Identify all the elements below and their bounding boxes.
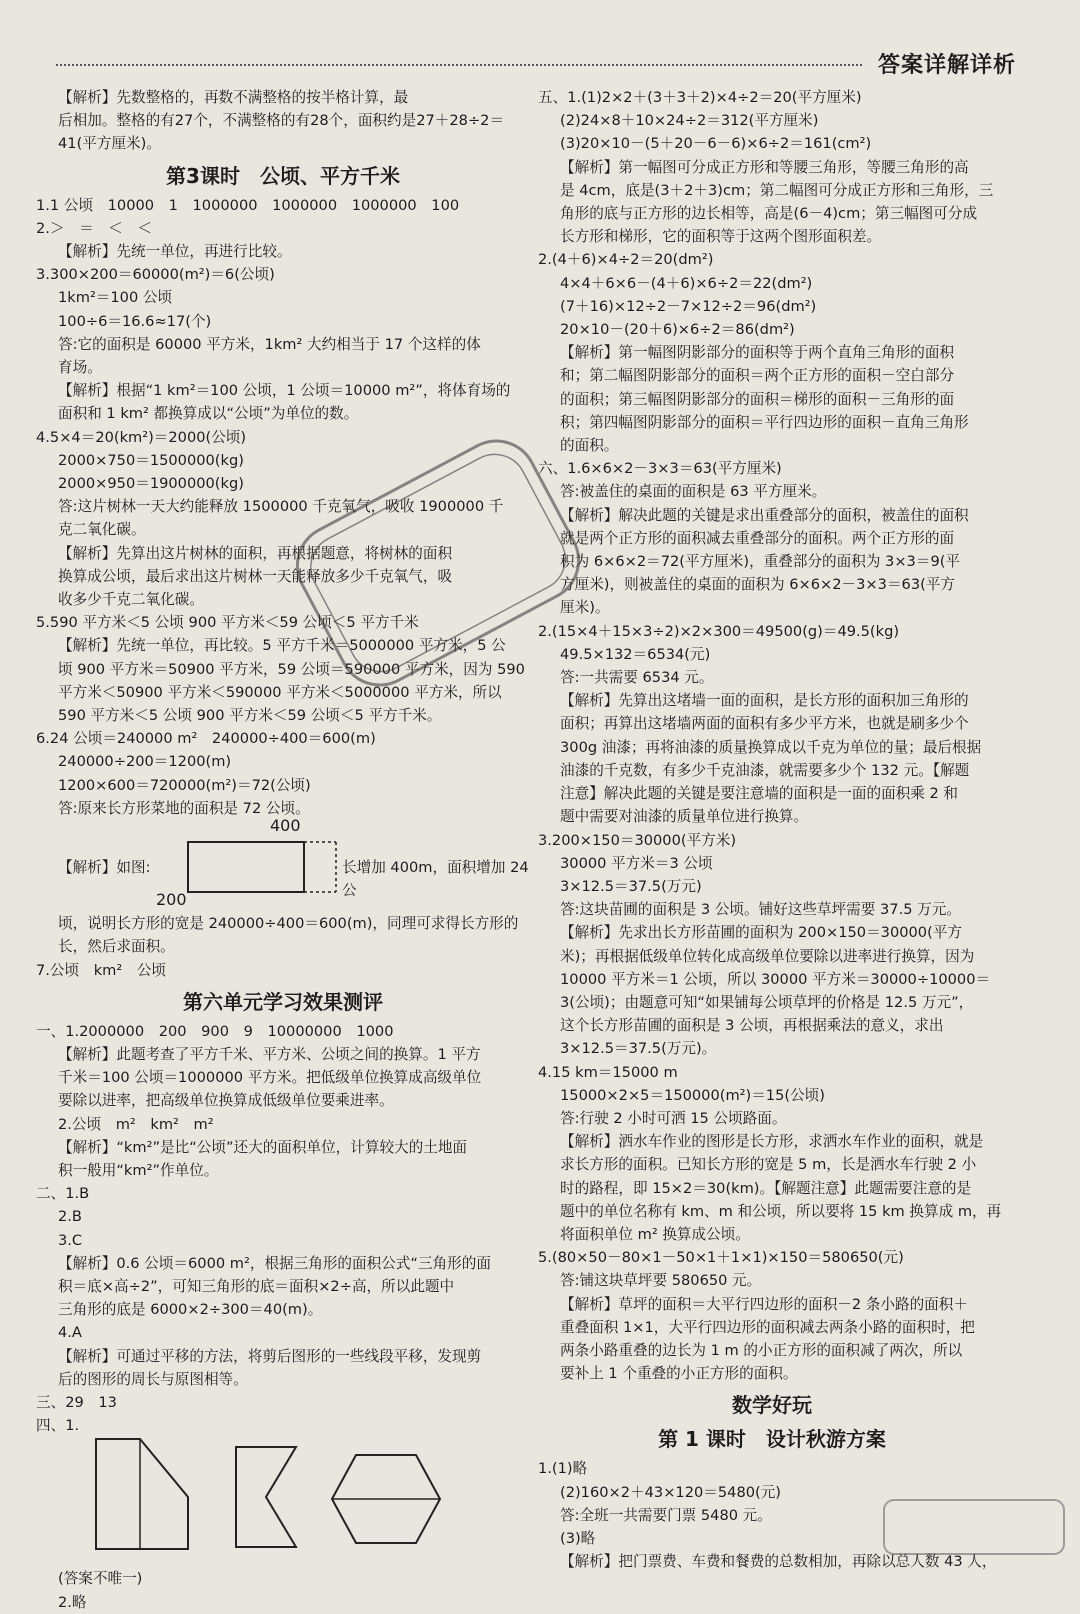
analysis-line: 换算成公顷，最后求出这片树林一天能释放多少千克氧气，吸 [58,567,453,585]
answer-line: 5.590 平方米＜5 公顷 900 平方米＜59 公顷＜5 平方千米 [36,614,419,632]
answer-line: 10000 平方米＝1 公顷，所以 30000 平方米＝30000÷10000＝ [560,970,991,988]
analysis-line: 【解析】第一幅图阴影部分的面积等于两个直角三角形的面积 [560,344,955,362]
answer-line: 1km²＝100 公顷 [58,289,173,307]
answer-line: 4.15 km＝15000 m [538,1063,678,1081]
answer-line: 1200×600＝720000(m²)＝72(公顷) [58,776,311,794]
answer-line: 油漆的千克数，有多少千克油漆，就需要多少个 132 元。【解题 [560,761,970,779]
answer-line: 3×12.5＝37.5(万元)。 [560,1040,717,1058]
analysis-line: 【解析】先算出这片树林的面积，再根据题意，将树林的面积 [58,544,453,562]
section-title-autumn-trip: 第 1 课时 设计秋游方案 [658,1427,886,1452]
answer-line: 4.A [58,1324,82,1342]
answer-line: 求长方形的面积。已知长方形的宽是 5 m，长是洒水车行驶 2 小 [560,1156,977,1174]
analysis-line: 【解析】草坪的面积＝大平行四边形的面积－2 条小路的面积＋ [560,1295,968,1313]
answer-line: 育场。 [58,359,102,377]
answer-line: 5.(80×50－80×1－50×1＋1×1)×150＝580650(元) [538,1249,904,1267]
answer-line: 3×12.5＝37.5(万元) [560,877,702,895]
analysis-line: 千米＝100 公顷＝1000000 平方米。把低级单位换算成高级单位 [58,1069,482,1087]
figure-left-label: 200 [156,890,187,910]
text-line: 41(平方厘米)。 [58,135,161,153]
analysis-line: 【解析】“km²”是比“公顷”还大的面积单位，计算较大的土地面 [58,1138,468,1156]
analysis-line: 顷，说明长方形的宽是 240000÷400＝600(m)，同理可求得长方形的 [58,915,519,933]
left-column [36,86,530,1614]
answer-line: 积；第四幅图阴影部分的面积＝平行四边形的面积－直角三角形 [560,413,969,431]
analysis-line: 【解析】先统一单位，再比较。5 平方千米＝5000000 平方米，5 公 [58,637,506,655]
answer-line: 2000×950＝1900000(kg) [58,475,244,493]
answer-line: 30000 平方米＝3 公顷 [560,854,713,872]
analysis-line: 590 平方米＜5 公顷 900 平方米＜59 公顷＜5 平方千米。 [58,707,442,725]
page-header-title: 答案详解详析 [877,53,1016,78]
answer-line: 300g 油漆；再将油漆的质量换算成以千克为单位的量；最后根据 [560,738,982,756]
analysis-line: 面积和 1 km² 都换算成以“公顷”为单位的数。 [58,405,359,423]
figure-top-label: 400 [270,816,301,836]
answer-line: 题中的单位名称有 km、m 和公顷，所以要将 15 km 换算成 m，再 [560,1202,1002,1220]
analysis-line: 【解析】先算出这堵墙一面的面积，是长方形的面积加三角形的 [560,692,969,710]
answer-line: 面积；再算出这堵墙两面的面积有多少平方米，也就是刷多少个 [560,715,969,733]
answer-line: 四、1. [36,1417,80,1435]
answer-line: (2)160×2＋43×120＝5480(元) [560,1483,782,1501]
header-rule [56,64,862,66]
answer-line: 一、1.2000000 200 900 9 10000000 1000 [36,1022,394,1040]
answer-line: 15000×2×5＝150000(m²)＝15(公顷) [560,1086,825,1104]
section-title-lesson3: 第3课时 公顷、平方千米 [166,163,400,188]
analysis-line: 收多少千克二氧化碳。 [58,591,204,609]
analysis-line: 【解析】洒水车作业的图形是长方形，求洒水车作业的面积，就是 [560,1133,984,1151]
analysis-line: 要除以进率，把高级单位换算成低级单位要乘进率。 [58,1092,394,1110]
answer-line: 100÷6＝16.6≈17(个) [58,312,212,330]
answer-line: 的面积。 [560,437,619,455]
analysis-line: 【解析】先求出长方形苗圃的面积为 200×150＝30000(平方 [560,924,962,942]
answer-line: 20×10－(20＋6)×6÷2＝86(dm²) [560,321,795,339]
answer-line: 3.300×200＝60000(m²)＝6(公顷) [36,266,275,284]
analysis-line: 平方米＜50900 平方米＜590000 平方米＜5000000 平方米，所以 [58,683,502,701]
rectangle-figure [36,816,530,912]
answer-line: 米)；再根据低级单位转化成高级单位要除以进率进行换算，因为 [560,947,975,965]
answer-line: 积为 6×6×2＝72(平方厘米)，重叠部分的面积为 3×3＝9(平 [560,553,961,571]
answer-line: 答:它的面积是 60000 平方米，1km² 大约相当于 17 个这样的体 [58,335,481,353]
answer-line: 的面积；第三幅图阴影部分的面积＝梯形的面积－三角形的面 [560,390,955,408]
site-logo [882,1498,1066,1556]
answer-line: (7＋16)×12÷2－7×12÷2＝96(dm²) [560,297,817,315]
analysis-line: 积一般用“km²”作单位。 [58,1161,219,1179]
analysis-line: 三角形的底是 6000×2÷300＝40(m)。 [58,1301,323,1319]
answer-line: 答:这块苗圃的面积是 3 公顷。铺好这些草坪需要 37.5 万元。 [560,901,961,919]
analysis-line: 【解析】第一幅图可分成正方形和等腰三角形，等腰三角形的高 [560,158,969,176]
answer-line: 六、1.6×6×2－3×3＝63(平方厘米) [538,460,782,478]
answer-line: 3.200×150＝30000(平方米) [538,831,737,849]
note-line: (答案不唯一) [58,1570,143,1588]
answer-line: 厘米)。 [560,599,610,617]
analysis-line: 【解析】可通过平移的方法，将剪后图形的一些线段平移，发现剪 [58,1347,482,1365]
answer-line: 长方形和梯形，它的面积等于这两个图形面积差。 [560,228,882,246]
text-line: 【解析】先数整格的，再数不满整格的按半格计算，最 [58,89,409,106]
figure-suffix: 长增加 400m，面积增加 24 公 [342,859,529,900]
answer-line: 要补上 1 个重叠的小正方形的面积。 [560,1365,798,1383]
original-rectangle [188,842,304,892]
answer-line: 方厘米)，则被盖住的桌面的面积为 6×6×2－3×3＝63(平方 [560,576,955,594]
answer-line: 就是两个正方形的面积减去重叠部分的面积。两个正方形的面 [560,529,955,547]
answer-line: (3)20×10－(5＋20－6－6)×6÷2＝161(cm²) [560,135,872,153]
answer-line: 4×4＋6×6－(4＋6)×6÷2＝22(dm²) [560,274,813,292]
answer-line: (2)24×8＋10×24÷2＝312(平方厘米) [560,112,819,130]
analysis-line: 【解析】根据“1 km²＝100 公顷，1 公顷＝10000 m²”，将体育场的 [58,382,511,400]
answer-line: 7.公顷 km² 公顷 [36,961,167,979]
answer-line: 答:原来长方形菜地的面积是 72 公顷。 [58,799,310,817]
answer-line: 二、1.B [36,1185,90,1203]
answer-line: 角形的底与正方形的边长相等，高是(6－4)cm；第三幅图可分成 [560,205,978,223]
analysis-line: 顷 900 平方米＝50900 平方米，59 公顷＝590000 平方米，因为 590 [58,660,525,678]
answer-line: 答:一共需要 6534 元。 [560,669,714,687]
answer-line: 将面积单位 m² 换算成公顷。 [560,1225,750,1243]
answer-line: 2.(15×4＋15×3÷2)×2×300＝49500(g)＝49.5(kg) [538,622,900,640]
answer-line: 2000×750＝1500000(kg) [58,451,244,469]
answer-line: 重叠面积 1×1，大平行四边形的面积减去两条小路的面积时，把 [560,1318,975,1336]
answer-line: 答:全班一共需要门票 5480 元。 [560,1506,772,1524]
answer-line: 时的路程，即 15×2＝30(km)。【解题注意】此题需要注意的是 [560,1179,972,1197]
analysis-line: 【解析】把门票费、车费和餐费的总数相加，再除以总人数 43 人， [560,1553,997,1571]
answer-line: 答:这片树林一天大约能释放 1500000 千克氧气，吸收 1900000 千 [58,498,504,516]
analysis-line: 长，然后求面积。 [58,938,175,956]
analysis-line: 【解析】解决此题的关键是求出重叠部分的面积，被盖住的面积 [560,506,969,524]
analysis-line: 积＝底×高÷2”，可知三角形的底＝面积×2÷高，所以此题中 [58,1277,455,1295]
answer-line: 2.公顷 m² km² m² [58,1115,214,1133]
trapezoid-shape [96,1439,188,1549]
notched-shape [236,1447,296,1547]
analysis-line: 【解析】先统一单位，再进行比较。 [58,243,292,261]
answer-line: 三、29 13 [36,1393,117,1411]
answer-line: 2.B [58,1208,82,1226]
answer-line: 答:被盖住的桌面的面积是 63 平方厘米。 [560,483,827,501]
answer-line: 4.5×4＝20(km²)＝2000(公顷) [36,428,247,446]
geometry-shapes [36,1437,530,1567]
section-title-math-fun: 数学好玩 [732,1393,812,1418]
answer-line: 1.1 公顷 10000 1 1000000 1000000 1000000 100 [36,196,460,214]
answer-line: 答:铺这块草坪要 580650 元。 [560,1272,762,1290]
answer-line: 6.24 公顷＝240000 m² 240000÷400＝600(m) [36,730,376,748]
answer-line: 49.5×132＝6534(元) [560,645,711,663]
answer-line: 是 4cm，底是(3＋2＋3)cm；第二幅图可分成正方形和三角形，三 [560,181,994,199]
answer-line: 答:行驶 2 小时可洒 15 公顷路面。 [560,1109,787,1127]
answer-line: 1.(1)略 [538,1460,588,1478]
answer-line: 2.＞ ＝ ＜ ＜ [36,219,153,237]
answer-line: 3(公顷)；由题意可知“如果铺每公顷草坪的价格是 12.5 万元”， [560,993,974,1011]
answer-line: 两条小路重叠的边长为 1 m 的小正方形的面积减了两次，所以 [560,1341,963,1359]
answer-line: 2.(4＋6)×4÷2＝20(dm²) [538,251,714,269]
answer-line: 题中需要对油漆的质量单位进行换算。 [560,808,809,826]
analysis-line: 后的图形的周长与原图相等。 [58,1370,248,1388]
answer-line: 和；第二幅图阴影部分的面积＝两个正方形的面积－空白部分 [560,367,955,385]
shapes-diagram [36,1437,530,1567]
answer-line: 3.C [58,1231,83,1249]
answer-line: 注意】解决此题的关键是要注意墙的面积是一面的面积乘 2 和 [560,785,959,803]
watermark-stamp [288,438,588,688]
answer-line: 240000÷200＝1200(m) [58,753,232,771]
figure-prefix: 【解析】如图: [58,859,151,877]
answer-line: 2.略 [58,1593,87,1611]
answer-line: 五、1.(1)2×2＋(3＋3＋2)×4÷2＝20(平方厘米) [538,89,862,106]
section-title-unit6: 第六单元学习效果测评 [183,989,383,1014]
answer-line: 克二氧化碳。 [58,521,146,539]
answer-line: (3)略 [560,1529,596,1547]
answer-line: 这个长方形苗圃的面积是 3 公顷，再根据乘法的意义，求出 [560,1017,944,1035]
analysis-line: 【解析】此题考查了平方千米、平方米、公顷之间的换算。1 平方 [58,1045,481,1063]
text-line: 后相加。整格的有27个，不满整格的有28个，面积约是27＋28÷2＝ [58,112,505,130]
analysis-line: 【解析】0.6 公顷＝6000 m²，根据三角形的面积公式“三角形的面 [58,1254,491,1272]
right-column [538,86,1006,1573]
